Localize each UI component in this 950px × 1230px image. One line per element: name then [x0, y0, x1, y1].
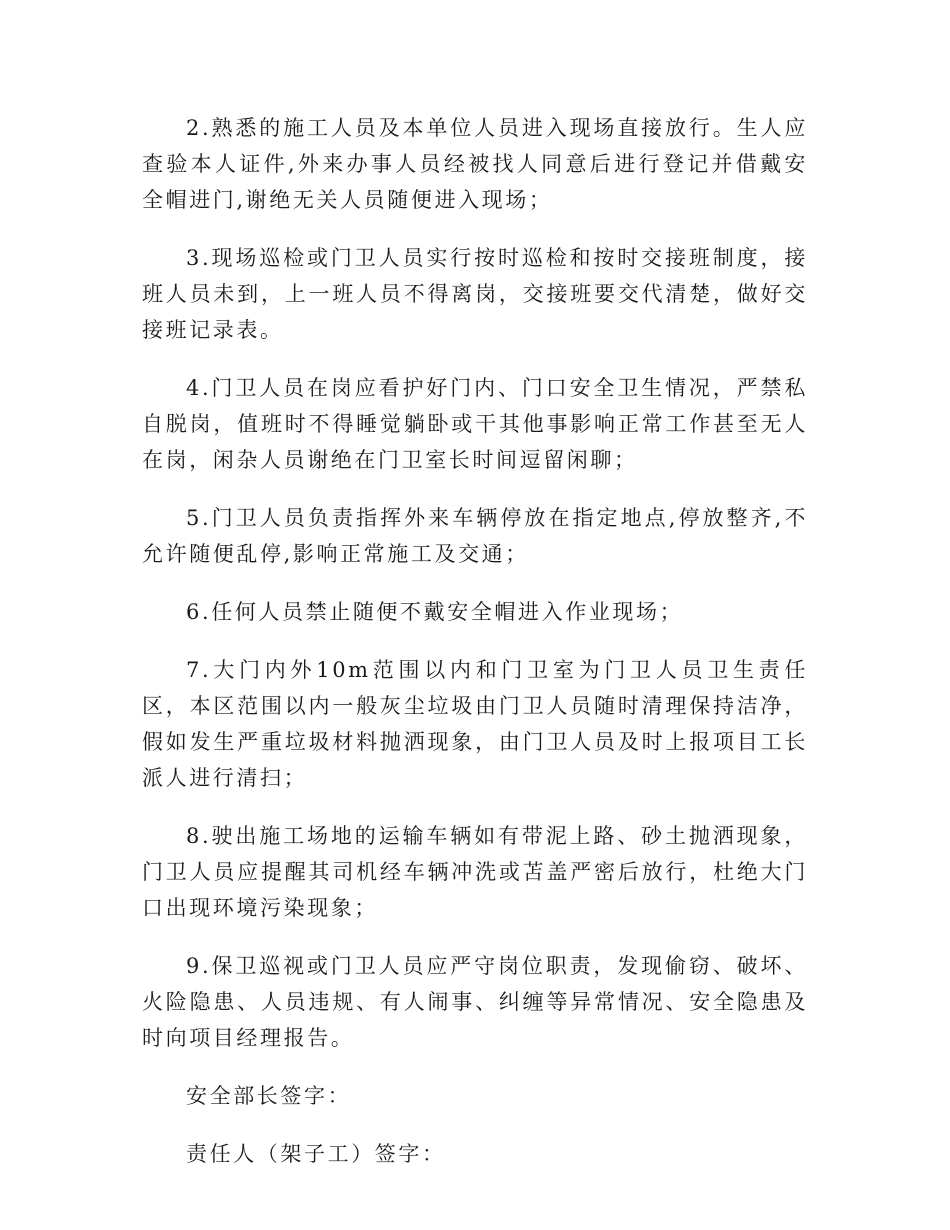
paragraph-item-9: 9.保卫巡视或门卫人员应严守岗位职责，发现偷窃、破坏、火险隐患、人员违规、有人闹事、纠缠等异常情况、安全隐患及时向项目经理报告。 [142, 954, 808, 1050]
paragraph-item-4: 4.门卫人员在岗应看护好门内、门口安全卫生情况，严禁私自脱岗，值班时不得睡觉躺卧或干其他事影响正常工作甚至无人在岗，闲杂人员谢绝在门卫室长时间逗留闲聊； [142, 376, 808, 472]
paragraph-item-6: 6.任何人员禁止随便不戴安全帽进入作业现场； [186, 600, 684, 624]
paragraph-item-5: 5.门卫人员负责指挥外来车辆停放在指定地点,停放整齐,不允许随便乱停,影响正常施工及交通； [142, 506, 808, 566]
paragraph-item-8: 8.驶出施工场地的运输车辆如有带泥上路、砂土抛洒现象，门卫人员应提醒其司机经车辆冲洗或苫盖严密后放行，杜绝大门口出现环境污染现象； [142, 824, 808, 920]
safety-minister-signature-label: 安全部长签字： [186, 1084, 352, 1108]
paragraph-item-2: 2.熟悉的施工人员及本单位人员进入现场直接放行。生人应查验本人证件,外来办事人员经被找人同意后进行登记并借戴安全帽进门,谢绝无关人员随便进入现场； [142, 116, 808, 212]
paragraph-item-7: 7.大门内外10m范围以内和门卫室为门卫人员卫生责任区，本区范围以内一般灰尘垃圾由门卫人员随时清理保持洁净，假如发生严重垃圾材料抛洒现象，由门卫人员及时上报项目工长派人进行清扫； [142, 658, 808, 790]
responsible-person-signature-label: 责任人（架子工）签字： [186, 1142, 446, 1166]
paragraph-item-3: 3.现场巡检或门卫人员实行按时巡检和按时交接班制度，接班人员未到，上一班人员不得离岗，交接班要交代清楚，做好交接班记录表。 [142, 246, 808, 342]
